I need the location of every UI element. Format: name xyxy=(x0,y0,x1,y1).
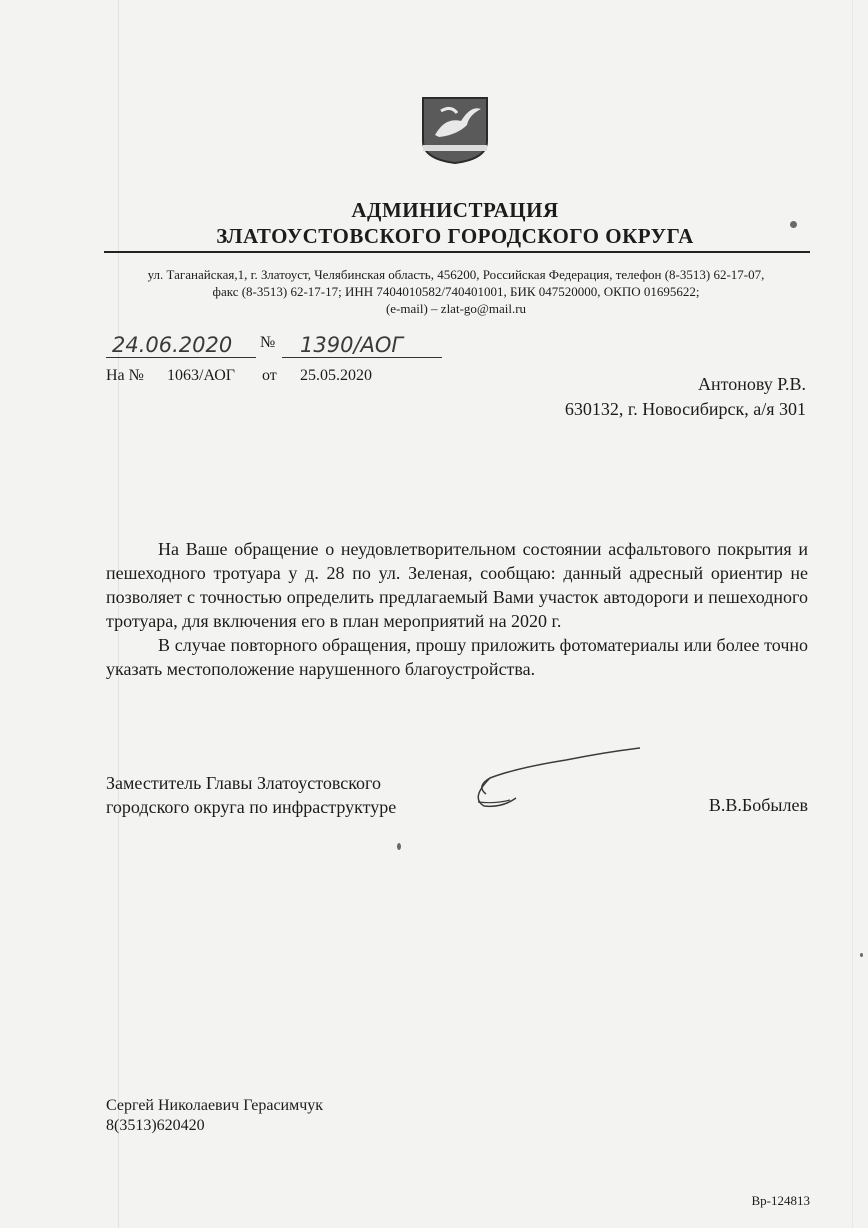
header-divider xyxy=(104,251,810,253)
scan-speck xyxy=(790,221,797,228)
number-underline xyxy=(282,357,442,358)
reference-date: 25.05.2020 xyxy=(300,367,372,384)
requisites-line2: факс (8-3513) 62-17-17; ИНН 7404010582/740401001, БИК 047520000, ОКПО 01695622; xyxy=(212,284,700,299)
outgoing-number-label: № xyxy=(260,334,276,351)
reference-label: На № xyxy=(106,367,144,384)
registration-number: Вр-124813 xyxy=(751,1193,810,1208)
date-underline xyxy=(106,357,256,358)
scan-speck xyxy=(397,843,401,850)
coat-of-arms-icon xyxy=(421,95,489,165)
paper-edge-line xyxy=(852,0,853,1228)
handwritten-signature xyxy=(456,742,646,822)
outgoing-number: 1390/АОГ xyxy=(300,333,404,357)
requisites-line3: (e-mail) – zlat-go@mail.ru xyxy=(385,301,527,316)
addressee-name: Антонову Р.В. xyxy=(697,374,806,394)
scan-speck xyxy=(860,953,863,957)
position-line1: Заместитель Главы Златоустовского xyxy=(106,773,381,793)
org-title-line1: АДМИНИСТРАЦИЯ xyxy=(351,198,559,222)
executor-block xyxy=(106,1096,323,1136)
outgoing-date: 24.06.2020 xyxy=(112,333,233,357)
body-paragraph-1: На Ваше обращение о неудовлетворительном состоянии асфальтового покрытия и пешеходного тротуара у д. 28 по ул. Зеленая, сообщаю: данный адресный ориентир не позволяет с точностью определить предлагаемый Вами участок автодороги и пешеходного тротуара, для включения его в план мероприятий на 2020 г. xyxy=(106,539,808,631)
requisites-line1: ул. Таганайская,1, г. Златоуст, Челябинская область, 456200, Российская Федерация, телефон (8-3513) 62-17-07, xyxy=(147,267,765,282)
executor-phone: 8(3513)620420 xyxy=(106,1117,205,1134)
position-line2: городского округа по инфраструктуре xyxy=(106,797,397,817)
reference-number: 1063/АОГ xyxy=(167,367,236,384)
signatory-position xyxy=(106,771,396,819)
addressee-address: 630132, г. Новосибирск, а/я 301 xyxy=(564,399,806,419)
org-title-line2: ЗЛАТОУСТОВСКОГО ГОРОДСКОГО ОКРУГА xyxy=(216,224,694,248)
body-paragraph-2: В случае повторного обращения, прошу приложить фотоматериалы или более точно указать местоположение нарушенного благоустройства. xyxy=(106,635,808,679)
signatory-name: В.В.Бобылев xyxy=(708,795,808,815)
executor-name: Сергей Николаевич Герасимчук xyxy=(106,1097,324,1114)
reference-from-label: от xyxy=(262,367,277,384)
letter-body xyxy=(106,537,808,681)
